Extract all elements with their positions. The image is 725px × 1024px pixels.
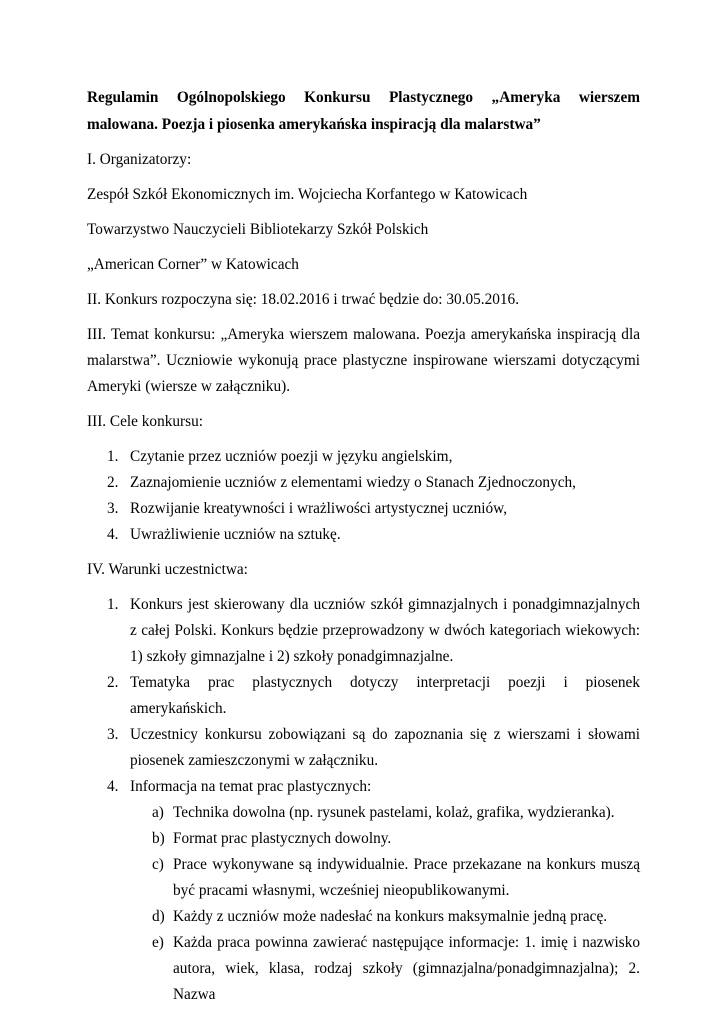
list-item xyxy=(87,470,640,496)
organizer-3: „American Corner” w Katowicach xyxy=(87,256,299,273)
sublist-item xyxy=(130,852,640,904)
document-title: Regulamin Ogólnopolskiego Konkursu Plastycznego „Ameryka wierszem malowana. Poezja i piosenka amerykańska inspiracją dla malarstwa” xyxy=(87,89,640,133)
sublist-item xyxy=(130,930,640,1008)
list-number: 4. xyxy=(107,778,119,795)
list-item-text: Czytanie przez uczniów poezji w języku angielskim, xyxy=(130,448,453,465)
sublist-letter: b) xyxy=(152,830,165,847)
list-item xyxy=(87,592,640,670)
list-item xyxy=(87,722,640,774)
list-item-text: Uczestnicy konkursu zobowiązani są do zapoznania się z wierszami i słowami piosenek zamieszczonymi w załączniku. xyxy=(130,726,640,769)
list-item xyxy=(87,496,640,522)
list-number: 1. xyxy=(107,448,119,465)
sublist-item-text: Technika dowolna (np. rysunek pastelami, kolaż, grafika, wydzieranka). xyxy=(173,804,615,821)
list-item-text: Konkurs jest skierowany dla uczniów szkół gimnazjalnych i ponadgimnazjalnych z całej Polski. Konkurs będzie przeprowadzony w dwóch kategoriach wiekowych: 1) szkoły gimnazjalne i 2) szkoły ponadgimnazjalne. xyxy=(130,596,640,665)
list-item-text: Zaznajomienie uczniów z elementami wiedzy o Stanach Zjednoczonych, xyxy=(130,474,576,491)
list-item xyxy=(87,522,640,548)
goals-heading: III. Cele konkursu: xyxy=(87,413,203,430)
list-number: 3. xyxy=(107,500,119,517)
list-item xyxy=(87,774,640,1008)
sublist-item xyxy=(130,800,640,826)
organizer-2: Towarzystwo Nauczycieli Bibliotekarzy Szkół Polskich xyxy=(87,221,429,238)
conditions-list xyxy=(87,592,640,1008)
contest-topic: III. Temat konkursu: „Ameryka wierszem malowana. Poezja amerykańska inspiracją dla malarstwa”. Uczniowie wykonują prace plastyczne inspirowane wierszami dotyczącymi Ameryki (wiersze w załączniku). xyxy=(87,326,640,395)
sublist-item-text: Każdy z uczniów może nadesłać na konkurs maksymalnie jedną pracę. xyxy=(173,908,608,925)
artwork-info-sublist xyxy=(130,800,640,1008)
conditions-heading: IV. Warunki uczestnictwa: xyxy=(87,561,248,578)
list-number: 3. xyxy=(107,726,119,743)
sublist-item-text: Format prac plastycznych dowolny. xyxy=(173,830,392,847)
goals-list xyxy=(87,444,640,548)
list-item xyxy=(87,444,640,470)
sublist-letter: a) xyxy=(152,804,164,821)
sublist-item xyxy=(130,904,640,930)
list-item-text: Rozwijanie kreatywności i wrażliwości artystycznej uczniów, xyxy=(130,500,508,517)
list-number: 4. xyxy=(107,526,119,543)
list-number: 2. xyxy=(107,474,119,491)
list-item-text: Informacja na temat prac plastycznych: xyxy=(130,778,372,795)
sublist-letter: e) xyxy=(152,934,164,951)
organizer-1: Zespół Szkół Ekonomicznych im. Wojciecha Korfantego w Katowicach xyxy=(87,186,528,203)
list-item-text: Tematyka prac plastycznych dotyczy interpretacji poezji i piosenek amerykańskich. xyxy=(130,674,640,717)
document-page xyxy=(87,84,640,1017)
sublist-letter: c) xyxy=(152,856,164,873)
sublist-item-text: Prace wykonywane są indywidualnie. Prace przekazane na konkurs muszą być pracami własnymi, wcześniej nieopublikowanymi. xyxy=(173,856,640,899)
sublist-letter: d) xyxy=(152,908,165,925)
list-item xyxy=(87,670,640,722)
sublist-item xyxy=(130,826,640,852)
list-number: 1. xyxy=(107,596,119,613)
organizers-heading: I. Organizatorzy: xyxy=(87,151,192,168)
contest-dates: II. Konkurs rozpoczyna się: 18.02.2016 i trwać będzie do: 30.05.2016. xyxy=(87,291,520,308)
sublist-item-text: Każda praca powinna zawierać następujące informacje: 1. imię i nazwisko autora, wiek, klasa, rodzaj szkoły (gimnazjalna/ponadgimnazjalna); 2. Nazwa xyxy=(173,934,640,1003)
list-number: 2. xyxy=(107,674,119,691)
list-item-text: Uwrażliwienie uczniów na sztukę. xyxy=(130,526,341,543)
